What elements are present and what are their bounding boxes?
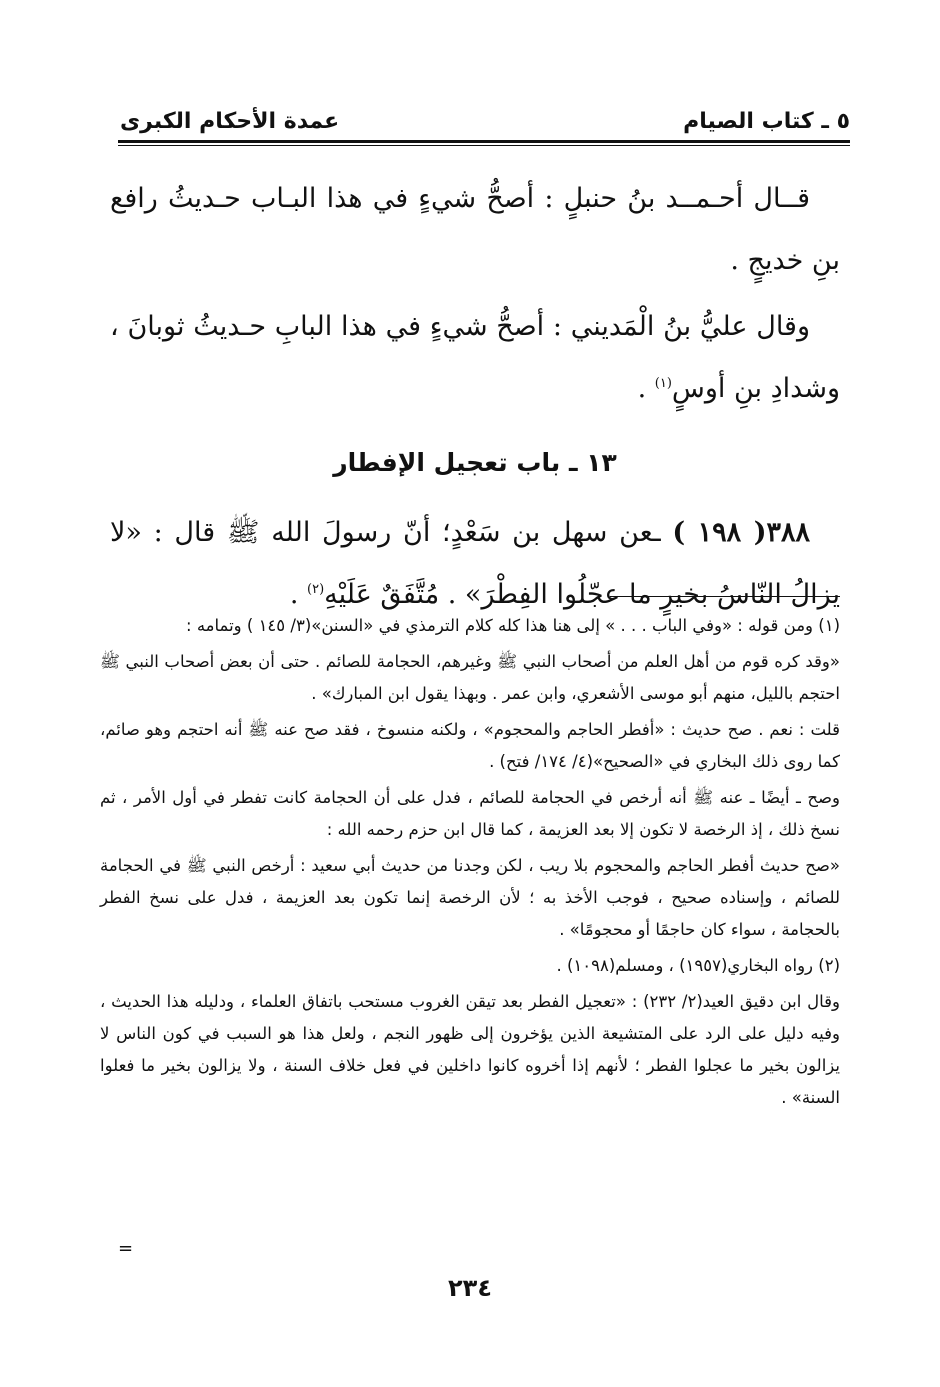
hadith-number: ٣٨٨( ١٩٨ ) [672,517,810,548]
header-chapter: ٥ ـ كتاب الصيام [683,108,850,134]
footnote-1-intro: (١) ومن قوله : «وفي الباب . . . » إلى هنا هذا كله كلام الترمذي في «السنن»(٣/ ١٤٥ ) وتمامه : [186,616,840,635]
footnote-1-abrogation: وصح ـ أيضًا ـ عنه ﷺ أنه أرخص في الحجامة للصائم ، فدل على أن الحجامة كانت تفطر في أول الأمر ، ثم نسخ ذلك ، إذ الرخصة لا تكون إلا بعد العزيمة ، كما قال ابن حزم رحمه الله : [100,788,840,839]
footnote-1-quote: «وقد كره قوم من أهل العلم من أصحاب النبي ﷺ وغيرهم، الحجامة للصائم . حتى أن بعض أصحاب النبي ﷺ احتجم بالليل، منهم أبو موسى الأشعري، وابن عمر . وبهذا يقول ابن المبارك» . [100,652,840,703]
paragraph-ali-end: . [637,373,655,404]
hadith-paragraph [110,502,840,626]
header-rule [118,140,850,143]
footnote-2-commentary: وقال ابن دقيق العيد(٢/ ٢٣٢) : «تعجيل الفطر بعد تيقن الغروب مستحب باتفاق العلماء ، ودليله هذا الحديث ، وفيه دليل على الرد على المتشيعة الذين يؤخرون إلى ظهور النجم ، ولعل هذا هو السبب في كون الناس لا يزالون بخير ما عجلوا الفطر ؛ لأنهم إذا أخروه كانوا داخلين في فعل خلاف السنة ، ولا يزالون بخير ما فعلوا السنة» . [100,992,841,1107]
paragraph-ali [110,296,840,420]
footnote-ref-1[interactable]: (١) [654,376,672,391]
page-number: ٢٣٤ [448,1274,492,1302]
chapter-title: ١٣ ـ باب تعجيل الإفطار [333,448,617,477]
footnote-ref-2[interactable]: (٢) [307,582,325,597]
hadith-text: ـعن سهل بن سَعْدٍ؛ أنّ رسولَ الله ﷺ قال : «لا يزالُ النّاسُ بخيرٍ ما عجّلُوا الفِطْرَ» . مُتَّفَقٌ عَلَيْهِ [110,517,840,610]
footnote-2: (٢) رواه البخاري(١٩٥٧) ، ومسلم(١٠٩٨) . [556,956,840,975]
paragraph-ahmad: قــال أحـمــد بنُ حنبلٍ : أصحُّ شيءٍ في هذا البـاب حـديثُ رافع بنِ خديجٍ . [110,183,840,276]
footnote-1-ibn-hazm: «صح حديث أفطر الحاجم والمحجوم بلا ريب ، لكن وجدنا من حديث أبي سعيد : أرخص النبي ﷺ في الحجامة للصائم ، وإسناده صحيح ، فوجب الأخذ به ؛ لأن الرخصة إنما تكون بعد العزيمة ، فدل على نسخ الفطر بالحجامة ، سواء كان حاجمًا أو محجومًا» . [100,856,840,939]
header-book-title: عمدة الأحكام الكبرى [120,108,340,134]
footnote-divider [610,596,840,597]
header-rule-thin [118,145,850,146]
paragraph-ali-text: وقال عليُّ بنُ الْمَديني : أصحُّ شيءٍ في هذا البابِ حـديثُ ثوبانَ ، وشدادِ بنِ أوسٍ [110,311,840,404]
footnotes [100,610,840,1118]
hadith-end: . [289,579,307,610]
continuation-mark: = [118,1238,134,1259]
main-text [110,168,840,630]
footnote-1-note: قلت : نعم . صح حديث : «أفطر الحاجم والمحجوم» ، ولكنه منسوخ ، فقد صح عنه ﷺ أنه احتجم وهو صائم، كما روى ذلك البخاري في «الصحيح»(٤/ ١٧٤/ فتح) . [100,720,840,771]
running-header [120,104,850,138]
